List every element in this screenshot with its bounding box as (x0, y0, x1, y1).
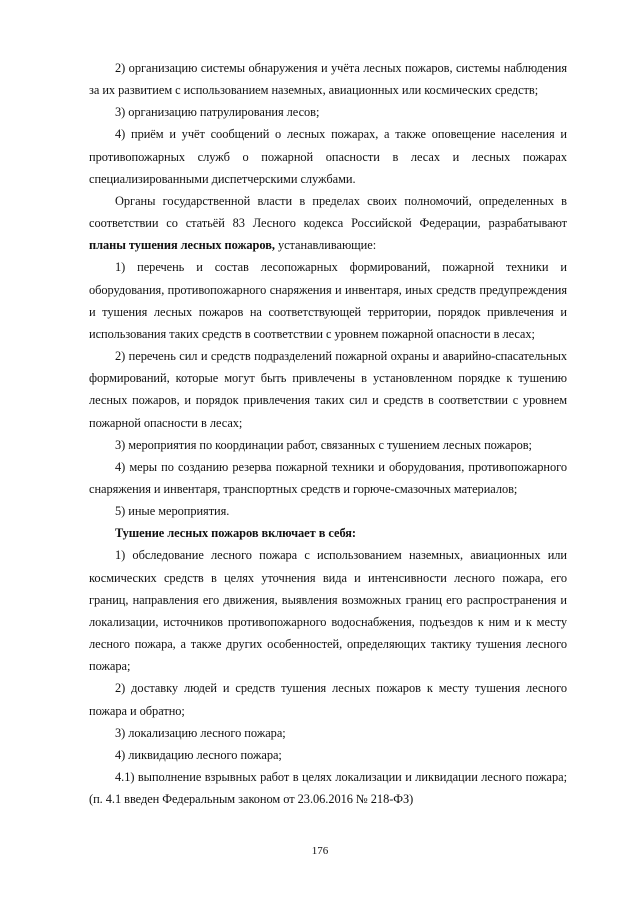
page-number: 176 (311, 845, 329, 857)
paragraph-plan-item-1: 1) перечень и состав лесопожарных формирований, пожарной техники и оборудования, противопожарного снаряжения и инвентаря, иных средств предупреждения и тушения лесных пожаров на соответствующей территории, порядок привлечения и использования таких средств в соответствии с уровнем пожарной опасности в лесах; (89, 260, 567, 341)
authorities-text-end: устанавливающие: (274, 238, 377, 253)
paragraph-plan-item-4: 4) меры по созданию резерва пожарной техники и оборудования, противопожарного снаряжения и инвентаря, транспортных средств и горюче-смазочных материалов; (89, 459, 567, 496)
authorities-text: Органы государственной власти в пределах своих полномочий, определенных в соответствии со статьёй 83 Лесного кодекса Российской Федерации, разрабатывают (89, 193, 567, 231)
paragraph-authorities (89, 190, 567, 256)
paragraph-plan-item-3: 3) мероприятия по координации работ, связанных с тушением лесных пожаров; (115, 437, 532, 452)
paragraph-detection-system: 2) организацию системы обнаружения и учёта лесных пожаров, системы наблюдения за их развитием с использованием наземных, авиационных или космических средств; (89, 61, 567, 98)
page-body (89, 57, 567, 810)
paragraph-plan-item-5: 5) иные мероприятия. (115, 504, 230, 519)
list-item: 4) ликвидацию лесного пожара; (115, 747, 282, 762)
list-item: 3) локализацию лесного пожара; (115, 725, 286, 740)
authorities-bold-term: планы тушения лесных пожаров, (89, 238, 275, 253)
section-heading: Тушение лесных пожаров включает в себя: (115, 526, 357, 541)
paragraph-plan-item-2: 2) перечень сил и средств подразделений пожарной охраны и аварийно-спасательных формирований, которые могут быть привлечены в установленном порядке к тушению лесных пожаров, и порядок привлечения таких сил и средств в соответствии с уровнем пожарной опасности в лесах; (89, 349, 567, 430)
list-item: 4.1) выполнение взрывных работ в целях локализации и ликвидации лесного пожара; (п. 4.1 введен Федеральным законом от 23.06.2016 № 218-ФЗ) (89, 770, 567, 807)
paragraph-patrolling: 3) организацию патрулирования лесов; (115, 105, 320, 120)
list-item: 1) обследование лесного пожара с использованием наземных, авиационных или космических средств в целях уточнения вида и интенсивности лесного пожара, его границ, направления его движения, выявления возможных границ его распространения и локализации, источников противопожарного водоснабжения, подъездов к ним и к месту лесного пожара, а также других особенностей, определяющих тактику тушения лесного пожара; (89, 548, 567, 674)
list-item: 2) доставку людей и средств тушения лесных пожаров к месту тушения лесного пожара и обратно; (89, 681, 567, 718)
paragraph-reports: 4) приём и учёт сообщений о лесных пожарах, а также оповещение населения и противопожарных служб о пожарной опасности в лесах и лесных пожарах специализированными диспетчерскими службами. (89, 127, 567, 186)
